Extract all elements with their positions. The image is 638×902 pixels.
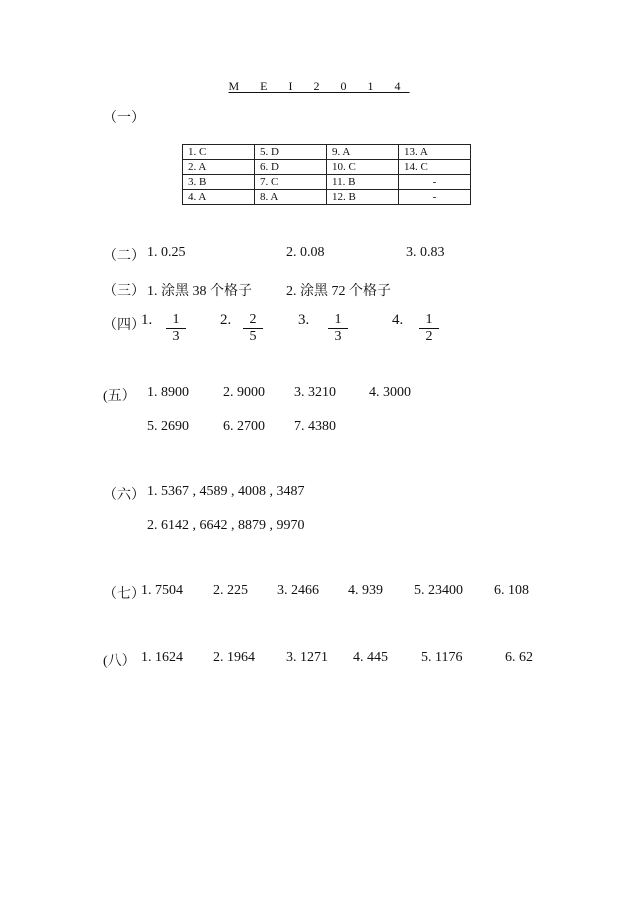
answer-item: 6. 2700	[223, 419, 265, 434]
answer-item: 3. 0.83	[406, 245, 445, 260]
answer-item: 4. 445	[353, 650, 388, 665]
table-cell: 14. C	[399, 160, 471, 175]
table-row	[183, 160, 471, 175]
denominator: 5	[249, 329, 257, 344]
table-cell: 8. A	[255, 190, 327, 205]
section-4-label: （四）	[103, 318, 145, 333]
denominator: 3	[334, 329, 342, 344]
answer-item: 2. 涂黑 72 个格子	[286, 284, 391, 299]
answer-item: 5. 1176	[421, 650, 463, 665]
fraction	[418, 312, 440, 345]
table-row	[183, 175, 471, 190]
numerator: 1	[334, 312, 342, 327]
numerator: 1	[172, 312, 180, 327]
section-1-label: （一）	[103, 111, 145, 126]
answer-item: 2. 9000	[223, 385, 265, 400]
answer-line: 2. 6142 , 6642 , 8879 , 9970	[147, 518, 305, 533]
fraction-number: 4.	[392, 312, 404, 328]
table-cell: 6. D	[255, 160, 327, 175]
answer-item: 4. 939	[348, 583, 383, 598]
table-row	[183, 145, 471, 160]
page-title: M E I 2 0 1 4	[228, 79, 410, 93]
table-cell: 4. A	[183, 190, 255, 205]
table-cell: 5. D	[255, 145, 327, 160]
table-cell: 1. C	[183, 145, 255, 160]
table-cell: 7. C	[255, 175, 327, 190]
answer-item: 4. 3000	[369, 385, 411, 400]
answer-line: 1. 5367 , 4589 , 4008 , 3487	[147, 484, 305, 499]
answer-item: 2. 1964	[213, 650, 255, 665]
table-cell: 9. A	[327, 145, 399, 160]
fraction	[242, 312, 264, 345]
table-cell: 2. A	[183, 160, 255, 175]
table-cell: -	[399, 190, 471, 205]
fraction	[165, 312, 187, 345]
numerator: 2	[249, 312, 257, 327]
denominator: 3	[172, 329, 180, 344]
fraction-number: 2.	[220, 312, 232, 328]
section-5-label: (五）	[103, 389, 136, 404]
answer-item: 1. 8900	[147, 385, 189, 400]
table-cell: 12. B	[327, 190, 399, 205]
fraction	[327, 312, 349, 345]
table-row	[183, 190, 471, 205]
answer-item: 1. 1624	[141, 650, 183, 665]
section-3-label: （三）	[103, 284, 145, 299]
fraction-number: 3.	[298, 312, 310, 328]
answer-item: 1. 7504	[141, 583, 183, 598]
answer-item: 2. 225	[213, 583, 248, 598]
table-cell: -	[399, 175, 471, 190]
section-7-label: （七）	[103, 587, 145, 602]
answer-item: 5. 23400	[414, 583, 463, 598]
answer-item: 1. 0.25	[147, 245, 186, 260]
denominator: 2	[425, 329, 433, 344]
answer-item: 7. 4380	[294, 419, 336, 434]
answer-item: 3. 2466	[277, 583, 319, 598]
table-cell: 11. B	[327, 175, 399, 190]
section-6-label: （六）	[103, 488, 145, 503]
answer-item: 6. 108	[494, 583, 529, 598]
table-cell: 3. B	[183, 175, 255, 190]
fraction-number: 1.	[141, 312, 153, 328]
answer-item: 1. 涂黑 38 个格子	[147, 284, 252, 299]
answer-table	[182, 144, 471, 205]
answer-item: 2. 0.08	[286, 245, 325, 260]
section-2-label: （二）	[103, 249, 145, 264]
numerator: 1	[425, 312, 433, 327]
section-8-label: (八）	[103, 654, 136, 669]
answer-item: 3. 1271	[286, 650, 328, 665]
table-cell: 10. C	[327, 160, 399, 175]
table-cell: 13. A	[399, 145, 471, 160]
answer-item: 3. 3210	[294, 385, 336, 400]
answer-item: 6. 62	[505, 650, 533, 665]
answer-item: 5. 2690	[147, 419, 189, 434]
